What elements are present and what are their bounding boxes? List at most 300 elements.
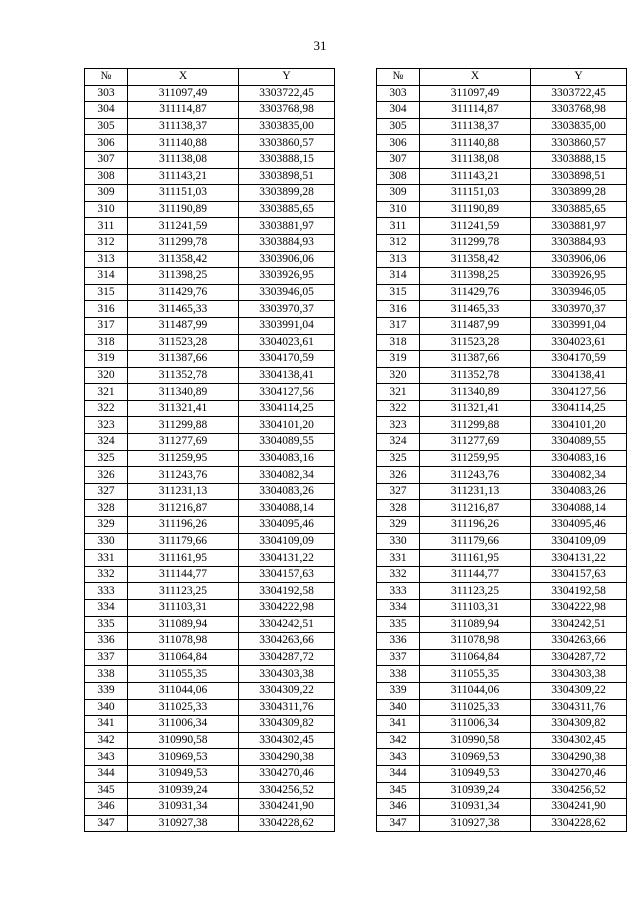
- cell-y: 3303768,98: [239, 102, 335, 119]
- cell-x: 311138,08: [420, 151, 531, 168]
- table-row: [377, 550, 627, 567]
- cell-x: 311321,41: [128, 400, 239, 417]
- cell-number: 309: [377, 185, 420, 202]
- cell-x: 311231,13: [420, 483, 531, 500]
- cell-y: 3304095,46: [239, 517, 335, 534]
- cell-number: 317: [85, 317, 128, 334]
- cell-x: 311196,26: [128, 517, 239, 534]
- cell-x: 311138,08: [128, 151, 239, 168]
- cell-x: 311143,21: [128, 168, 239, 185]
- cell-number: 336: [85, 633, 128, 650]
- cell-x: 311277,69: [420, 434, 531, 451]
- table-row: [85, 301, 335, 318]
- cell-y: 3304138,41: [239, 367, 335, 384]
- cell-number: 317: [377, 317, 420, 334]
- cell-y: 3304023,61: [239, 334, 335, 351]
- cell-y: 3303884,93: [239, 234, 335, 251]
- coordinates-table-left: [84, 68, 335, 832]
- cell-x: 311196,26: [420, 517, 531, 534]
- cell-y: 3304309,22: [239, 682, 335, 699]
- cell-x: 311044,06: [420, 682, 531, 699]
- cell-number: 316: [85, 301, 128, 318]
- table-row: [85, 135, 335, 152]
- table-row: [377, 201, 627, 218]
- table-row: [377, 351, 627, 368]
- cell-y: 3303885,65: [239, 201, 335, 218]
- table-row: [85, 782, 335, 799]
- cell-number: 330: [377, 533, 420, 550]
- column-header-number: №: [377, 69, 420, 86]
- table-row: [377, 400, 627, 417]
- cell-x: 311340,89: [420, 384, 531, 401]
- cell-number: 341: [377, 716, 420, 733]
- cell-y: 3303970,37: [239, 301, 335, 318]
- table-row: [85, 799, 335, 816]
- cell-x: 311097,49: [420, 85, 531, 102]
- cell-number: 304: [377, 102, 420, 119]
- cell-x: 311465,33: [128, 301, 239, 318]
- cell-y: 3304309,22: [531, 682, 627, 699]
- cell-number: 309: [85, 185, 128, 202]
- cell-number: 303: [85, 85, 128, 102]
- table-row: [85, 102, 335, 119]
- cell-y: 3303722,45: [239, 85, 335, 102]
- cell-y: 3303860,57: [239, 135, 335, 152]
- cell-x: 311387,66: [128, 351, 239, 368]
- cell-x: 311487,99: [420, 317, 531, 334]
- cell-x: 311190,89: [128, 201, 239, 218]
- cell-y: 3303946,05: [531, 284, 627, 301]
- column-header-y: Y: [531, 69, 627, 86]
- table-row: [85, 351, 335, 368]
- table-row: [377, 566, 627, 583]
- cell-y: 3304083,16: [531, 450, 627, 467]
- cell-y: 3304256,52: [531, 782, 627, 799]
- cell-y: 3303835,00: [531, 118, 627, 135]
- table-row: [85, 234, 335, 251]
- table-row: [85, 600, 335, 617]
- table-row: [85, 218, 335, 235]
- cell-number: 344: [377, 765, 420, 782]
- column-header-x: X: [420, 69, 531, 86]
- cell-number: 326: [377, 467, 420, 484]
- cell-y: 3304302,45: [239, 732, 335, 749]
- table-row: [377, 782, 627, 799]
- cell-number: 331: [85, 550, 128, 567]
- table-row: [377, 234, 627, 251]
- table-row: [377, 384, 627, 401]
- cell-y: 3304138,41: [531, 367, 627, 384]
- cell-number: 321: [377, 384, 420, 401]
- cell-y: 3304287,72: [531, 649, 627, 666]
- table-row: [377, 517, 627, 534]
- table-row: [377, 666, 627, 683]
- table-row: [85, 118, 335, 135]
- cell-x: 310969,53: [128, 749, 239, 766]
- cell-number: 320: [377, 367, 420, 384]
- cell-number: 345: [377, 782, 420, 799]
- cell-x: 311144,77: [128, 566, 239, 583]
- table-row: [85, 268, 335, 285]
- cell-y: 3304242,51: [239, 616, 335, 633]
- table-row: [377, 450, 627, 467]
- cell-y: 3303884,93: [531, 234, 627, 251]
- cell-number: 320: [85, 367, 128, 384]
- cell-number: 324: [85, 434, 128, 451]
- cell-number: 318: [85, 334, 128, 351]
- cell-x: 311103,31: [420, 600, 531, 617]
- cell-y: 3303906,06: [239, 251, 335, 268]
- table-row: [85, 201, 335, 218]
- cell-number: 346: [377, 799, 420, 816]
- cell-x: 310931,34: [420, 799, 531, 816]
- cell-y: 3303881,97: [531, 218, 627, 235]
- table-row: [85, 583, 335, 600]
- cell-y: 3303906,06: [531, 251, 627, 268]
- cell-y: 3304270,46: [239, 765, 335, 782]
- table-row: [85, 450, 335, 467]
- cell-x: 310927,38: [420, 815, 531, 832]
- table-header-row: [85, 69, 335, 86]
- cell-x: 310939,24: [420, 782, 531, 799]
- cell-x: 311398,25: [420, 268, 531, 285]
- table-row: [377, 417, 627, 434]
- cell-y: 3304127,56: [239, 384, 335, 401]
- cell-x: 311123,25: [420, 583, 531, 600]
- cell-number: 313: [85, 251, 128, 268]
- table-row: [85, 550, 335, 567]
- cell-x: 310931,34: [128, 799, 239, 816]
- table-row: [377, 284, 627, 301]
- table-row: [85, 765, 335, 782]
- cell-number: 347: [377, 815, 420, 832]
- cell-x: 311138,37: [420, 118, 531, 135]
- cell-y: 3303768,98: [531, 102, 627, 119]
- cell-y: 3304309,82: [239, 716, 335, 733]
- table-row: [377, 467, 627, 484]
- cell-x: 311179,66: [420, 533, 531, 550]
- cell-x: 311078,98: [128, 633, 239, 650]
- cell-y: 3304311,76: [239, 699, 335, 716]
- cell-y: 3303926,95: [531, 268, 627, 285]
- cell-x: 311299,88: [420, 417, 531, 434]
- cell-number: 343: [85, 749, 128, 766]
- table-row: [85, 467, 335, 484]
- cell-y: 3304303,38: [531, 666, 627, 683]
- table-row: [85, 500, 335, 517]
- cell-y: 3303860,57: [531, 135, 627, 152]
- table-row: [85, 749, 335, 766]
- table-row: [377, 85, 627, 102]
- cell-y: 3304287,72: [239, 649, 335, 666]
- cell-number: 339: [85, 682, 128, 699]
- cell-y: 3304256,52: [239, 782, 335, 799]
- cell-x: 311523,28: [420, 334, 531, 351]
- cell-y: 3304241,90: [531, 799, 627, 816]
- table-row: [85, 716, 335, 733]
- cell-number: 323: [377, 417, 420, 434]
- table-row: [85, 434, 335, 451]
- cell-number: 332: [377, 566, 420, 583]
- cell-number: 323: [85, 417, 128, 434]
- cell-number: 316: [377, 301, 420, 318]
- cell-number: 325: [85, 450, 128, 467]
- cell-y: 3304023,61: [531, 334, 627, 351]
- cell-x: 310969,53: [420, 749, 531, 766]
- cell-number: 344: [85, 765, 128, 782]
- cell-y: 3304192,58: [239, 583, 335, 600]
- cell-x: 311429,76: [420, 284, 531, 301]
- cell-y: 3304170,59: [531, 351, 627, 368]
- cell-y: 3304192,58: [531, 583, 627, 600]
- cell-number: 333: [85, 583, 128, 600]
- cell-number: 328: [377, 500, 420, 517]
- cell-number: 314: [377, 268, 420, 285]
- cell-x: 310949,53: [420, 765, 531, 782]
- table-row: [377, 533, 627, 550]
- cell-x: 310990,58: [128, 732, 239, 749]
- cell-number: 306: [85, 135, 128, 152]
- cell-number: 322: [377, 400, 420, 417]
- cell-number: 327: [377, 483, 420, 500]
- cell-x: 311259,95: [420, 450, 531, 467]
- cell-x: 311216,87: [420, 500, 531, 517]
- cell-y: 3304290,38: [239, 749, 335, 766]
- table-row: [377, 317, 627, 334]
- table-row: [85, 732, 335, 749]
- cell-x: 311064,84: [420, 649, 531, 666]
- cell-y: 3304263,66: [531, 633, 627, 650]
- cell-number: 334: [377, 600, 420, 617]
- table-row: [377, 765, 627, 782]
- cell-y: 3304309,82: [531, 716, 627, 733]
- cell-number: 311: [85, 218, 128, 235]
- cell-x: 311140,88: [420, 135, 531, 152]
- cell-y: 3303888,15: [239, 151, 335, 168]
- cell-y: 3304088,14: [239, 500, 335, 517]
- cell-x: 310939,24: [128, 782, 239, 799]
- cell-y: 3304290,38: [531, 749, 627, 766]
- table-row: [85, 533, 335, 550]
- cell-number: 343: [377, 749, 420, 766]
- cell-y: 3304228,62: [531, 815, 627, 832]
- column-header-y: Y: [239, 69, 335, 86]
- table-row: [85, 400, 335, 417]
- cell-number: 341: [85, 716, 128, 733]
- cell-x: 311299,78: [128, 234, 239, 251]
- cell-y: 3304131,22: [531, 550, 627, 567]
- cell-y: 3303898,51: [239, 168, 335, 185]
- cell-y: 3304303,38: [239, 666, 335, 683]
- table-row: [377, 367, 627, 384]
- table-row: [85, 517, 335, 534]
- cell-x: 311179,66: [128, 533, 239, 550]
- table-row: [377, 185, 627, 202]
- cell-x: 311352,78: [420, 367, 531, 384]
- cell-y: 3304114,25: [531, 400, 627, 417]
- cell-x: 311055,35: [128, 666, 239, 683]
- table-row: [85, 317, 335, 334]
- table-row: [85, 251, 335, 268]
- cell-number: 326: [85, 467, 128, 484]
- cell-y: 3304088,14: [531, 500, 627, 517]
- cell-x: 311103,31: [128, 600, 239, 617]
- cell-number: 337: [85, 649, 128, 666]
- table-row: [85, 483, 335, 500]
- cell-number: 329: [85, 517, 128, 534]
- cell-y: 3304228,62: [239, 815, 335, 832]
- cell-x: 311465,33: [420, 301, 531, 318]
- cell-x: 311055,35: [420, 666, 531, 683]
- table-row: [85, 699, 335, 716]
- cell-number: 325: [377, 450, 420, 467]
- cell-x: 311299,88: [128, 417, 239, 434]
- table-row: [377, 483, 627, 500]
- table-row: [377, 168, 627, 185]
- column-header-number: №: [85, 69, 128, 86]
- cell-x: 311487,99: [128, 317, 239, 334]
- cell-number: 346: [85, 799, 128, 816]
- table-row: [377, 118, 627, 135]
- cell-number: 339: [377, 682, 420, 699]
- cell-number: 342: [85, 732, 128, 749]
- cell-number: 322: [85, 400, 128, 417]
- table-row: [377, 500, 627, 517]
- table-row: [85, 633, 335, 650]
- cell-y: 3304222,98: [531, 600, 627, 617]
- cell-number: 305: [377, 118, 420, 135]
- table-row: [85, 367, 335, 384]
- cell-x: 311299,78: [420, 234, 531, 251]
- table-row: [85, 151, 335, 168]
- cell-x: 310927,38: [128, 815, 239, 832]
- table-row: [377, 749, 627, 766]
- table-row: [85, 185, 335, 202]
- cell-number: 324: [377, 434, 420, 451]
- cell-number: 308: [85, 168, 128, 185]
- cell-y: 3304083,26: [239, 483, 335, 500]
- cell-y: 3304242,51: [531, 616, 627, 633]
- cell-y: 3304083,16: [239, 450, 335, 467]
- cell-y: 3304101,20: [531, 417, 627, 434]
- cell-y: 3303899,28: [531, 185, 627, 202]
- table-row: [377, 633, 627, 650]
- cell-x: 311231,13: [128, 483, 239, 500]
- cell-x: 311044,06: [128, 682, 239, 699]
- cell-number: 345: [85, 782, 128, 799]
- cell-number: 329: [377, 517, 420, 534]
- cell-number: 321: [85, 384, 128, 401]
- cell-x: 311006,34: [420, 716, 531, 733]
- table-row: [377, 151, 627, 168]
- table-row: [85, 616, 335, 633]
- cell-x: 311114,87: [128, 102, 239, 119]
- cell-x: 311216,87: [128, 500, 239, 517]
- table-row: [377, 649, 627, 666]
- cell-number: 315: [85, 284, 128, 301]
- cell-x: 311241,59: [128, 218, 239, 235]
- table-row: [85, 566, 335, 583]
- cell-y: 3303835,00: [239, 118, 335, 135]
- cell-x: 311277,69: [128, 434, 239, 451]
- cell-y: 3304083,26: [531, 483, 627, 500]
- cell-number: 308: [377, 168, 420, 185]
- cell-y: 3304109,09: [531, 533, 627, 550]
- table-row: [85, 284, 335, 301]
- table-row: [85, 384, 335, 401]
- cell-x: 311143,21: [420, 168, 531, 185]
- cell-x: 311151,03: [128, 185, 239, 202]
- cell-number: 330: [85, 533, 128, 550]
- cell-y: 3304263,66: [239, 633, 335, 650]
- table-row: [85, 666, 335, 683]
- table-row: [377, 434, 627, 451]
- cell-number: 331: [377, 550, 420, 567]
- cell-number: 307: [85, 151, 128, 168]
- table-header-row: [377, 69, 627, 86]
- table-row: [85, 417, 335, 434]
- cell-x: 311025,33: [128, 699, 239, 716]
- cell-y: 3304302,45: [531, 732, 627, 749]
- cell-number: 340: [377, 699, 420, 716]
- column-header-x: X: [128, 69, 239, 86]
- cell-number: 311: [377, 218, 420, 235]
- table-row: [377, 334, 627, 351]
- cell-number: 333: [377, 583, 420, 600]
- table-row: [85, 85, 335, 102]
- cell-x: 311006,34: [128, 716, 239, 733]
- cell-x: 311243,76: [420, 467, 531, 484]
- cell-number: 310: [377, 201, 420, 218]
- cell-number: 304: [85, 102, 128, 119]
- cell-number: 318: [377, 334, 420, 351]
- cell-x: 311123,25: [128, 583, 239, 600]
- cell-x: 311144,77: [420, 566, 531, 583]
- cell-y: 3304114,25: [239, 400, 335, 417]
- table-row: [85, 168, 335, 185]
- cell-number: 336: [377, 633, 420, 650]
- table-row: [377, 102, 627, 119]
- cell-x: 311190,89: [420, 201, 531, 218]
- cell-number: 337: [377, 649, 420, 666]
- table-row: [377, 732, 627, 749]
- cell-number: 315: [377, 284, 420, 301]
- cell-y: 3304089,55: [531, 434, 627, 451]
- cell-y: 3304127,56: [531, 384, 627, 401]
- cell-x: 311352,78: [128, 367, 239, 384]
- cell-y: 3304131,22: [239, 550, 335, 567]
- cell-y: 3304109,09: [239, 533, 335, 550]
- cell-number: 347: [85, 815, 128, 832]
- cell-number: 307: [377, 151, 420, 168]
- cell-x: 311429,76: [128, 284, 239, 301]
- cell-x: 311078,98: [420, 633, 531, 650]
- cell-y: 3304082,34: [239, 467, 335, 484]
- cell-x: 311161,95: [128, 550, 239, 567]
- cell-y: 3303926,95: [239, 268, 335, 285]
- cell-y: 3304101,20: [239, 417, 335, 434]
- cell-number: 328: [85, 500, 128, 517]
- table-row: [377, 716, 627, 733]
- cell-y: 3303888,15: [531, 151, 627, 168]
- table-row: [85, 682, 335, 699]
- cell-y: 3304222,98: [239, 600, 335, 617]
- cell-number: 334: [85, 600, 128, 617]
- cell-x: 311523,28: [128, 334, 239, 351]
- cell-x: 311243,76: [128, 467, 239, 484]
- table-row: [377, 682, 627, 699]
- cell-y: 3304157,63: [531, 566, 627, 583]
